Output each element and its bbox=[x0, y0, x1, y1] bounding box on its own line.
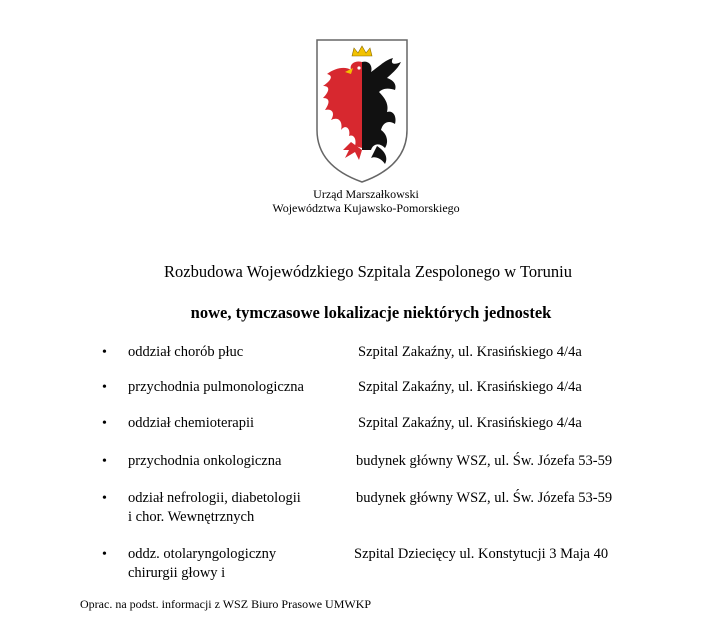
bullet-icon: • bbox=[102, 345, 107, 360]
bullet-icon: • bbox=[102, 491, 107, 506]
unit-location: Szpital Zakaźny, ul. Krasińskiego 4/4a bbox=[358, 415, 582, 431]
issuer-line-1: Urząd Marszałkowski bbox=[313, 187, 419, 201]
unit-name: oddział chorób płuc bbox=[128, 344, 244, 360]
unit-name: oddział chemioterapii bbox=[128, 415, 255, 431]
unit-name-continued: i chor. Wewnętrznych bbox=[128, 509, 255, 525]
unit-name: oddz. otolaryngologiczny bbox=[128, 546, 277, 562]
bullet-icon: • bbox=[102, 416, 107, 431]
unit-location: Szpital Zakaźny, ul. Krasińskiego 4/4a bbox=[358, 344, 582, 360]
unit-name: przychodnia pulmonologiczna bbox=[128, 379, 304, 395]
source-note: Oprac. na podst. informacji z WSZ Biuro Prasowe UMWKP bbox=[80, 597, 372, 611]
unit-location: Szpital Dziecięcy ul. Konstytucji 3 Maja 40 bbox=[354, 546, 609, 562]
document-subtitle: nowe, tymczasowe lokalizacje niektórych jednostek bbox=[190, 303, 552, 322]
coat-of-arms-emblem bbox=[315, 38, 409, 184]
unit-location: budynek główny WSZ, ul. Św. Józefa 53-59 bbox=[356, 453, 613, 469]
bullet-icon: • bbox=[102, 380, 107, 395]
unit-name-continued: chirurgii głowy i bbox=[128, 565, 226, 581]
unit-location: budynek główny WSZ, ul. Św. Józefa 53-59 bbox=[356, 490, 613, 506]
bullet-icon: • bbox=[102, 547, 107, 562]
document-title: Rozbudowa Wojewódzkiego Szpitala Zespolonego w Toruniu bbox=[164, 262, 572, 281]
unit-location: Szpital Zakaźny, ul. Krasińskiego 4/4a bbox=[358, 379, 582, 395]
bullet-icon: • bbox=[102, 454, 107, 469]
unit-name: odział nefrologii, diabetologii bbox=[128, 490, 301, 506]
issuer-line-2: Województwa Kujawsko-Pomorskiego bbox=[272, 200, 460, 215]
unit-name: przychodnia onkologiczna bbox=[128, 453, 282, 469]
issuer-block bbox=[0, 188, 712, 215]
